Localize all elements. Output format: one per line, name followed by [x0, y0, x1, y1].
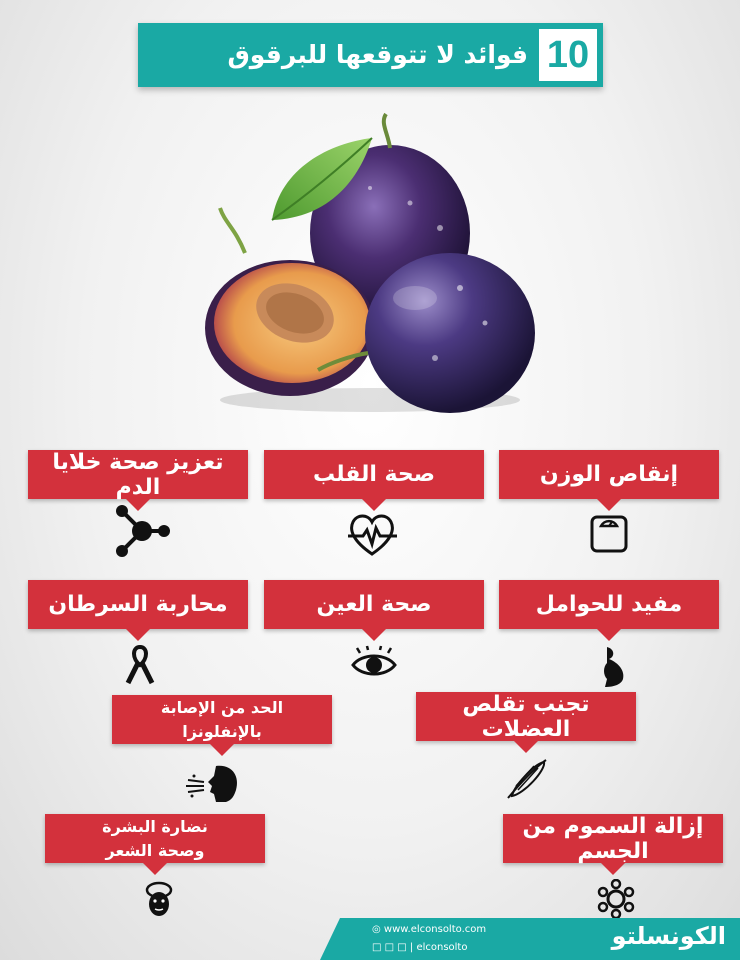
benefit-weight-loss-label: إنقاص الوزن: [499, 450, 719, 499]
footer-social[interactable]: [372, 942, 467, 953]
title-number-badge: 10: [539, 29, 597, 81]
benefit-eye-health-label: صحة العين: [264, 580, 484, 629]
page-title: فوائد لا تتوقعها للبرقوق: [227, 40, 528, 69]
molecule-icon: [112, 503, 172, 558]
muscle-icon: [504, 756, 550, 802]
plums-illustration: [200, 108, 540, 418]
globe-icon: ◎: [372, 924, 381, 935]
heartbeat-icon: [345, 508, 400, 560]
benefit-blood-cells-label: تعزيز صحة خلايا الدم: [28, 450, 248, 499]
eye-icon: [350, 645, 398, 683]
benefit-skin-label: [45, 814, 265, 863]
footer-website-text: www.elconsolto.com: [383, 924, 487, 935]
benefit-flu-label: [112, 695, 332, 744]
footer-slant: [320, 918, 340, 960]
benefit-heart-health-label: صحة القلب: [264, 450, 484, 499]
benefit-pregnant-label: مفيد للحوامل: [499, 580, 719, 629]
footer-website[interactable]: [372, 924, 486, 935]
benefit-cancer-label: محاربة السرطان: [28, 580, 248, 629]
face-mask-icon: [144, 880, 174, 920]
brand-logo: الكونسلتو: [611, 922, 726, 950]
social-icons: □ □ □ |: [372, 942, 414, 953]
toxin-icon: [596, 879, 636, 919]
benefit-skin-line1: نضارة البشرة: [102, 817, 208, 837]
benefit-flu-line1: الحد من الإصابة: [160, 698, 284, 718]
benefit-flu-line2: بالإنفلونزا: [182, 721, 262, 741]
benefit-muscle-label: تجنب تقلص العضلات: [416, 692, 636, 741]
benefit-skin-line2: وصحة الشعر: [105, 840, 205, 860]
sneeze-icon: [186, 762, 242, 804]
footer-social-text: elconsolto: [416, 942, 468, 953]
benefit-detox-label: إزالة السموم من الجسم: [503, 814, 723, 863]
title-bar: [138, 23, 603, 87]
pregnant-woman-icon: [595, 645, 629, 689]
ribbon-icon: [124, 643, 156, 685]
scale-icon: [587, 512, 631, 556]
